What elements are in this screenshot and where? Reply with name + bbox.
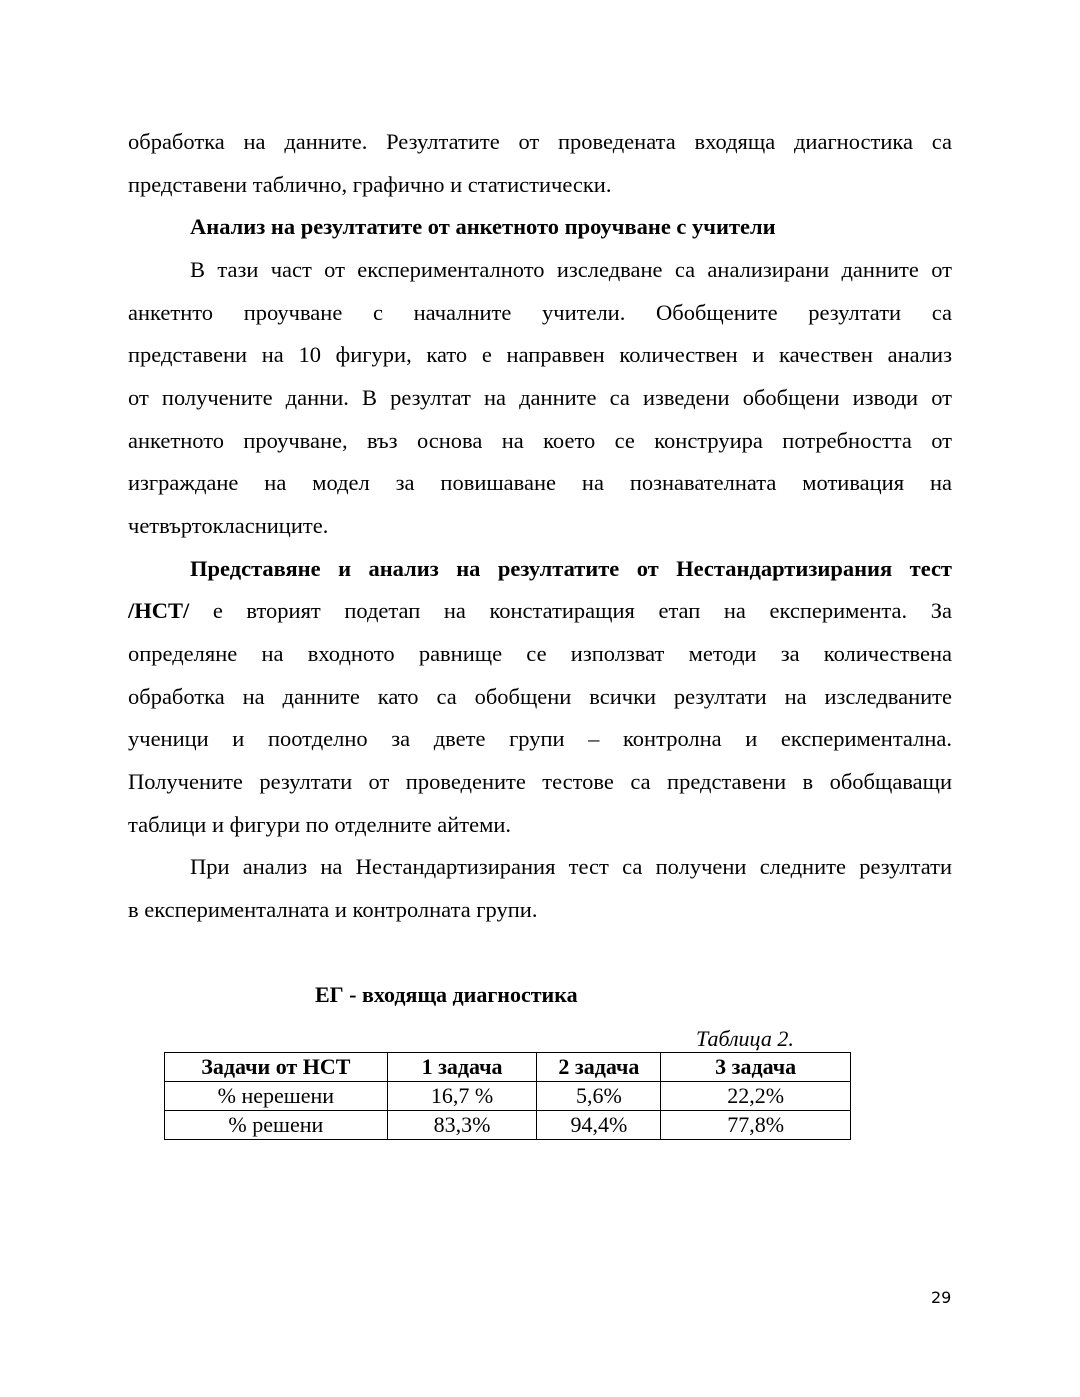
paragraph-line: обработка на данните. Резултатите от проведената входяща диагностика са — [128, 129, 952, 154]
paragraph-line: обработка на данните като са обобщени всички резултати на изследваните — [128, 684, 952, 709]
paragraph-line: анкетното проучване, въз основа на което се конструира потребността от — [128, 428, 952, 453]
table-header-cell: Задачи от НСТ — [165, 1053, 388, 1082]
table-cell: 5,6% — [537, 1082, 661, 1111]
nst-abbrev: /НСТ/ — [128, 598, 190, 623]
paragraph-line: В тази част от експерименталното изследване са анализирани данните от — [190, 257, 952, 282]
table-header-cell: 1 задача — [387, 1053, 537, 1082]
table-header-cell: 2 задача — [537, 1053, 661, 1082]
table-row — [165, 1082, 851, 1111]
table-header-cell: 3 задача — [661, 1053, 851, 1082]
paragraph-line — [128, 597, 952, 625]
table-cell: 94,4% — [537, 1111, 661, 1140]
paragraph-line: При анализ на Нестандартизирания тест са получени следните резултати — [190, 854, 952, 879]
page-number: 29 — [931, 1288, 952, 1307]
paragraph-line: таблици и фигури по отделните айтеми. — [128, 812, 511, 837]
paragraph-line: четвъртокласниците. — [128, 513, 329, 538]
table-cell: 22,2% — [661, 1082, 851, 1111]
section-heading: Представяне и анализ на резултатите от Нестандартизирания тест — [190, 556, 952, 581]
paragraph-line: в експерименталната и контролната групи. — [128, 897, 538, 922]
paragraph-line: определяне на входното равнище се използват методи за количествена — [128, 641, 952, 666]
table-row — [165, 1111, 851, 1140]
results-table — [164, 1052, 851, 1140]
table-caption: ЕГ - входяща диагностика — [315, 982, 578, 1007]
table-cell: 83,3% — [387, 1111, 537, 1140]
paragraph-line-rest: е вторият подетап на констатиращия етап на експеримента. За — [189, 598, 952, 623]
table-header-row — [165, 1053, 851, 1082]
table-cell: 77,8% — [661, 1111, 851, 1140]
paragraph-line: от получените данни. В резултат на данните са изведени обобщени изводи от — [128, 385, 952, 410]
paragraph-line: представени на 10 фигури, като е направвен количествен и качествен анализ — [128, 342, 952, 367]
paragraph-line: Получените резултати от проведените тестове са представени в обобщаващи — [128, 769, 952, 794]
table-cell: 16,7 % — [387, 1082, 537, 1111]
paragraph-line: ученици и поотделно за двете групи – контролна и експериментална. — [128, 726, 952, 751]
paragraph-line: представени таблично, графично и статистически. — [128, 172, 612, 197]
table-cell: % решени — [165, 1111, 388, 1140]
table-cell: % нерешени — [165, 1082, 388, 1111]
paragraph-line: изграждане на модел за повишаване на познавателната мотивация на — [128, 470, 952, 495]
table-label: Таблица 2. — [696, 1026, 794, 1051]
paragraph-line: анкетнто проучване с началните учители. Обобщените резултати са — [128, 300, 952, 325]
section-heading: Анализ на резултатите от анкетното проучване с учители — [190, 214, 776, 239]
